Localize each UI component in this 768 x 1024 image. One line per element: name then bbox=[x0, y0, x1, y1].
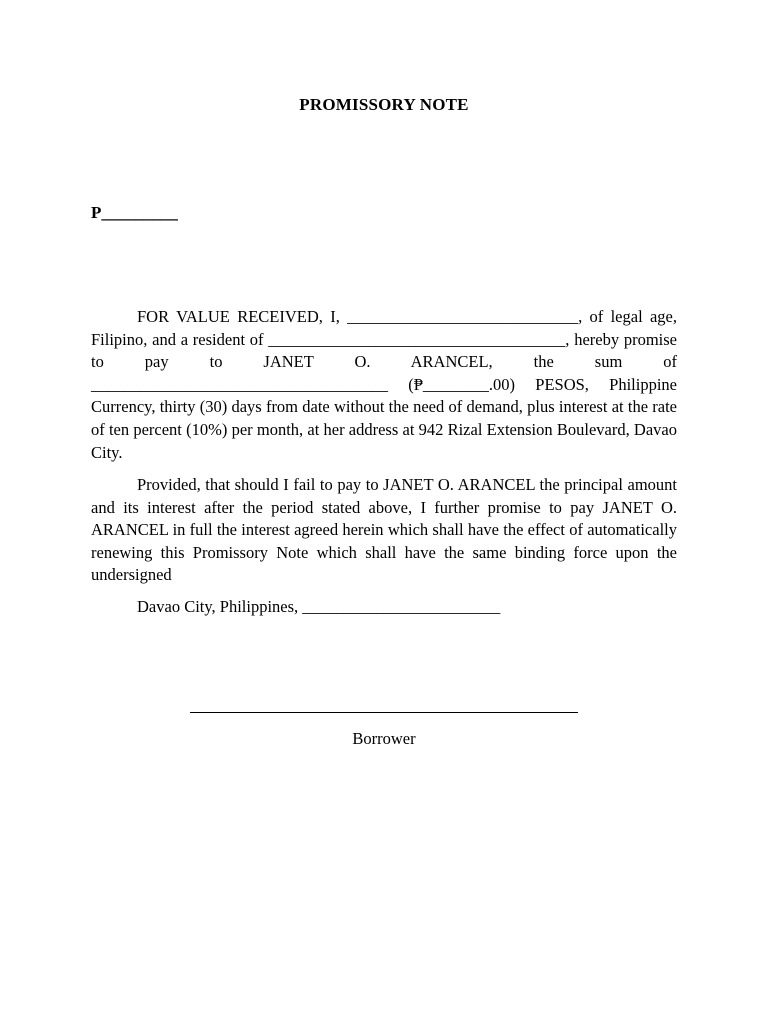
document-title: PROMISSORY NOTE bbox=[299, 95, 469, 114]
date-line: Davao City, Philippines, ________________________ bbox=[137, 597, 501, 616]
paragraph-provided bbox=[91, 474, 677, 587]
paragraph-1-text: FOR VALUE RECEIVED, I, ____________________________, of legal age, Filipino, and a resident of ____________________________________, hereby promise to pay to JANET O. ARANCEL, the sum of ____________________________________ (₱________.00) PESOS, Philippine Currency, thirty (30) days from date without the need of demand, plus interest at the rate of ten percent (10%) per month, at her address at 942 Rizal Extension Boulevard, Davao City. bbox=[91, 307, 677, 462]
paragraph-2-text: Provided, that should I fail to pay to JANET O. ARANCEL the principal amount and its interest after the period stated above, I further promise to pay JANET O. ARANCEL in full the interest agreed herein which shall have the effect of automatically renewing this Promissory Note which shall have the same binding force upon the undersigned bbox=[91, 475, 677, 585]
amount-line: P_________ bbox=[91, 203, 178, 222]
borrower-label: Borrower bbox=[352, 729, 416, 748]
signature-line bbox=[190, 712, 578, 713]
paragraph-value-received bbox=[91, 306, 677, 464]
